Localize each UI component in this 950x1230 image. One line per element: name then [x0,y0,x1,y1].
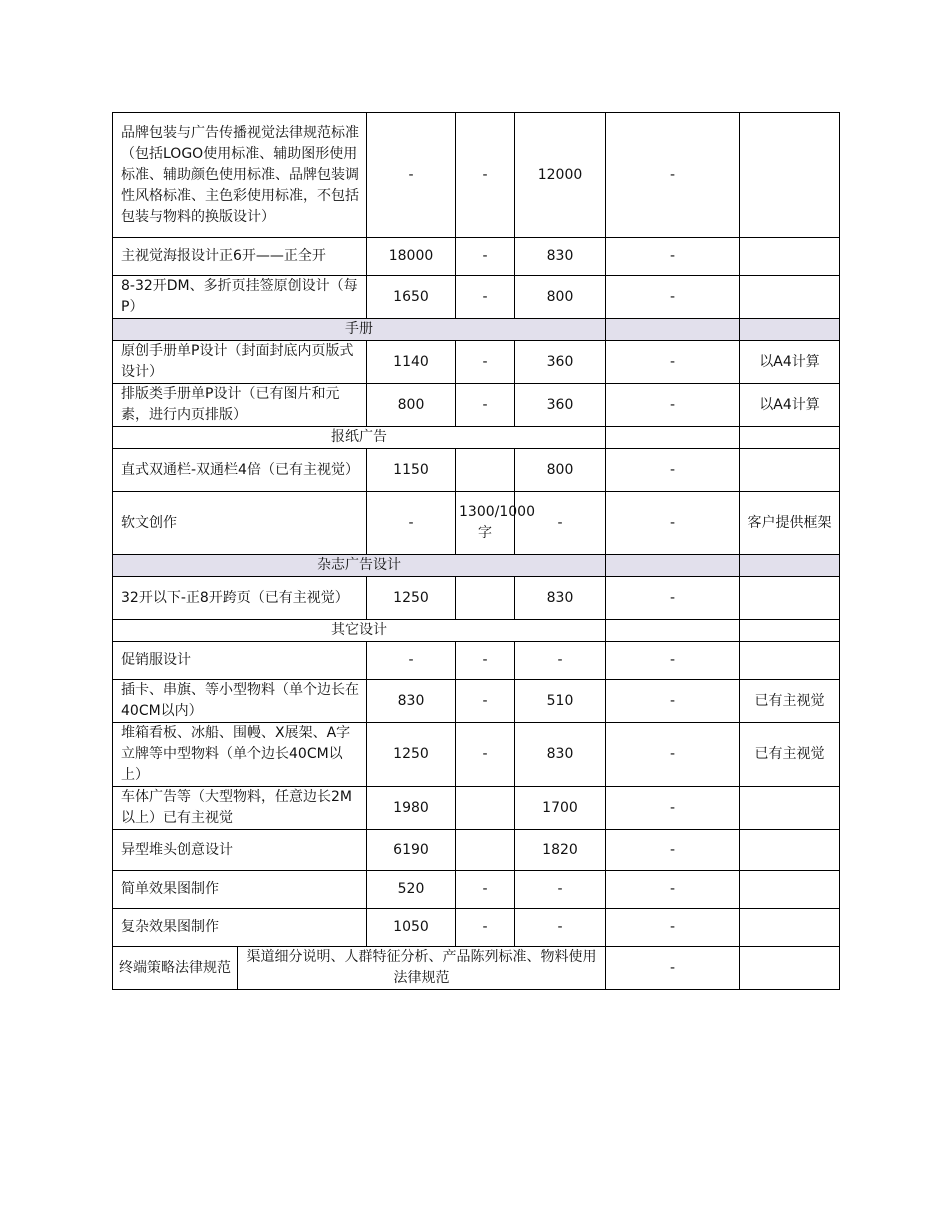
section-empty-cell [740,427,840,449]
section-empty-cell [740,319,840,341]
price-cell-4: - [606,492,740,555]
price-cell-1: 520 [367,871,456,909]
table-row [113,909,840,947]
item-name-cell: 直式双通栏-双通栏4倍（已有主视觉） [113,449,367,492]
price-cell-1: - [367,642,456,680]
price-cell-3: 510 [515,680,606,723]
price-cell-1: 18000 [367,238,456,276]
table-row [113,723,840,787]
price-cell-4: - [606,113,740,238]
price-cell-1: 1250 [367,723,456,787]
note-cell [740,276,840,319]
item-name-cell: 主视觉海报设计正6开——正全开 [113,238,367,276]
price-cell-2: - [456,871,515,909]
price-cell-3: 800 [515,276,606,319]
price-cell-4: - [606,577,740,620]
price-cell-3: 830 [515,238,606,276]
section-label: 杂志广告设计 [113,555,606,577]
price-cell-3: - [515,642,606,680]
section-label: 报纸广告 [113,427,606,449]
price-cell-4: - [606,947,740,990]
price-cell-2: - [456,238,515,276]
section-header-row [113,555,840,577]
price-cell-1: 1150 [367,449,456,492]
price-cell-2 [456,449,515,492]
table-row [113,577,840,620]
price-cell-1: 1980 [367,787,456,830]
price-cell-2: 1300/1000字 [456,492,515,555]
price-cell-1: 1650 [367,276,456,319]
note-cell [740,787,840,830]
price-cell-2: - [456,276,515,319]
table-row [113,276,840,319]
price-cell-2 [456,830,515,871]
section-label: 手册 [113,319,606,341]
price-cell-3: 800 [515,449,606,492]
price-cell-4: - [606,238,740,276]
item-name-cell: 促销服设计 [113,642,367,680]
price-cell-4: - [606,680,740,723]
note-cell [740,113,840,238]
price-cell-3: 830 [515,723,606,787]
note-cell [740,577,840,620]
note-cell [740,238,840,276]
price-cell-3: - [515,871,606,909]
price-cell-1: - [367,113,456,238]
note-cell: 已有主视觉 [740,680,840,723]
price-cell-3: - [515,492,606,555]
price-cell-3: 360 [515,341,606,384]
table-row [113,787,840,830]
section-header-row [113,319,840,341]
price-cell-2: - [456,642,515,680]
price-cell-2: - [456,723,515,787]
price-cell-1: 800 [367,384,456,427]
table-row [113,449,840,492]
price-cell-4: - [606,830,740,871]
note-cell [740,449,840,492]
section-header-row [113,427,840,449]
item-name-cell: 品牌包装与广告传播视觉法律规范标准（包括LOGO使用标准、辅助图形使用标准、辅助颜色使用标准、品牌包装调性风格标准、主色彩使用标准，不包括包装与物料的换版设计） [113,113,367,238]
item-name-cell: 简单效果图制作 [113,871,367,909]
item-name-cell: 异型堆头创意设计 [113,830,367,871]
table-row [113,830,840,871]
note-cell: 以A4计算 [740,341,840,384]
table-row [113,871,840,909]
price-cell-4: - [606,341,740,384]
price-cell-2: - [456,113,515,238]
price-cell-2 [456,577,515,620]
table-row [113,947,840,990]
item-name-cell: 终端策略法律规范 [113,947,238,990]
section-empty-cell [606,319,740,341]
price-table [112,112,840,990]
item-name-cell: 32开以下-正8开跨页（已有主视觉） [113,577,367,620]
price-cell-2: - [456,680,515,723]
price-cell-3: - [515,909,606,947]
table-row [113,642,840,680]
item-name-cell: 软文创作 [113,492,367,555]
section-empty-cell [740,620,840,642]
price-cell-2 [456,787,515,830]
item-name-cell: 原创手册单P设计（封面封底内页版式设计） [113,341,367,384]
item-name-cell: 排版类手册单P设计（已有图片和元素，进行内页排版） [113,384,367,427]
section-header-row [113,620,840,642]
note-cell: 已有主视觉 [740,723,840,787]
price-cell-1: 1140 [367,341,456,384]
note-cell [740,871,840,909]
price-cell-4: - [606,384,740,427]
description-cell: 渠道细分说明、人群特征分析、产品陈列标准、物料使用法律规范 [238,947,606,990]
note-cell [740,947,840,990]
price-cell-4: - [606,723,740,787]
price-cell-3: 1820 [515,830,606,871]
price-cell-3: 1700 [515,787,606,830]
price-cell-2: - [456,909,515,947]
table-row [113,384,840,427]
section-empty-cell [606,555,740,577]
item-name-cell: 8-32开DM、多折页挂签原创设计（每P） [113,276,367,319]
section-empty-cell [740,555,840,577]
price-cell-1: 1050 [367,909,456,947]
note-cell [740,642,840,680]
price-cell-4: - [606,909,740,947]
note-cell [740,830,840,871]
price-cell-2: - [456,341,515,384]
table-row [113,113,840,238]
price-cell-3: 830 [515,577,606,620]
item-name-cell: 堆箱看板、冰船、围幔、X展架、A字立牌等中型物料（单个边长40CM以上） [113,723,367,787]
price-cell-4: - [606,642,740,680]
item-name-cell: 复杂效果图制作 [113,909,367,947]
table-row [113,680,840,723]
item-name-cell: 插卡、串旗、等小型物料（单个边长在40CM以内） [113,680,367,723]
item-name-cell: 车体广告等（大型物料，任意边长2M以上）已有主视觉 [113,787,367,830]
table-row [113,492,840,555]
price-cell-4: - [606,276,740,319]
section-label: 其它设计 [113,620,606,642]
note-cell [740,909,840,947]
price-cell-2: - [456,384,515,427]
price-cell-4: - [606,449,740,492]
price-cell-1: 830 [367,680,456,723]
table-row [113,341,840,384]
note-cell: 客户提供框架 [740,492,840,555]
price-cell-4: - [606,787,740,830]
price-cell-1: 6190 [367,830,456,871]
price-cell-3: 360 [515,384,606,427]
price-cell-4: - [606,871,740,909]
price-cell-3: 12000 [515,113,606,238]
section-empty-cell [606,427,740,449]
table-row [113,238,840,276]
price-cell-1: - [367,492,456,555]
section-empty-cell [606,620,740,642]
price-cell-1: 1250 [367,577,456,620]
note-cell: 以A4计算 [740,384,840,427]
